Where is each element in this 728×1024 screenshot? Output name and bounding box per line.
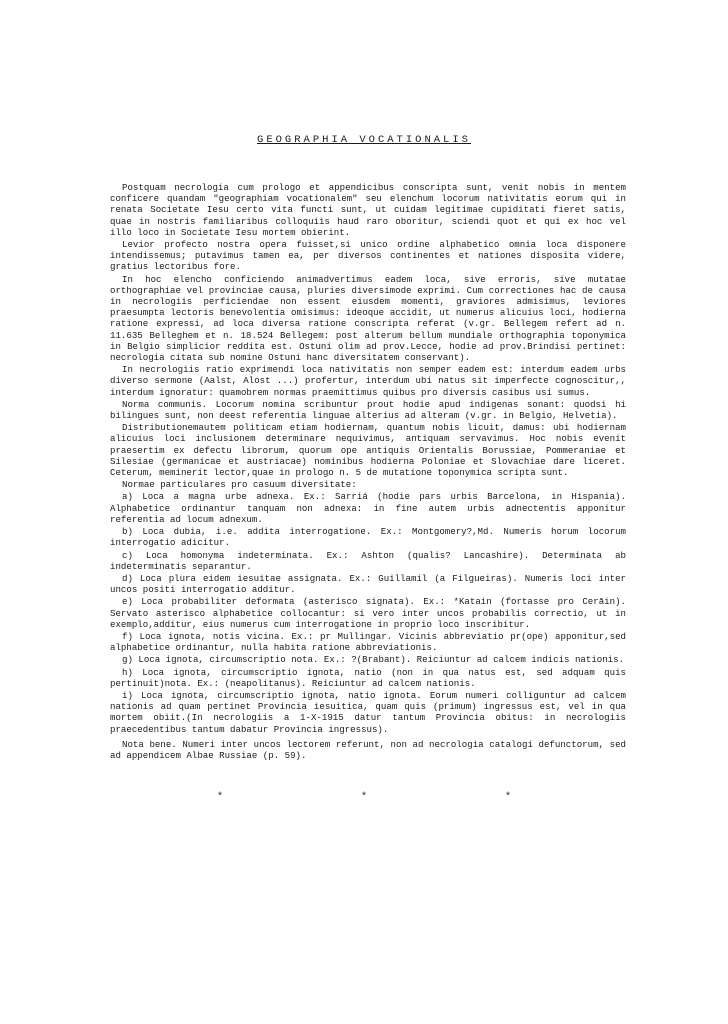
norma-h: h) Loca ignota, circumscriptio ignota, natio (non in qua natus est, sed adquam quis pertinuit)nota. Ex.: (neapolitanus). Reiciuntur ad calcem nationis. xyxy=(110,666,626,689)
paragraph-corrections: In hoc elencho conficiendo animadvertimus eadem loca, sive erroris, sive mutatae orthographiae vel provinciae causa, pluries diversimode exprimi. Cum correctiones hac de causa in necrologiis perficiendae non essent eiusdem momenti, graviores admisimus, leviores praesumpta lectoris benevolentia omisimus: ideoque accidit, ut numerus alicuius loci, hodierna ratione expressi, ad loca diversa ratione conscripta referat (v.gr. Bellegem refert ad n. 11.635 Belleghem et n. 18.524 Bellegem: post alterum bellum mundiale orthographia toponymica in Belgio simplicior reddita est. Ostuni olim ad prov.Lecce, hodie ad prov.Brindisi pertinet: necrologia citata sub nomine Ostuni hanc diversitatem conservant). xyxy=(110,273,626,364)
norma-e: e) Loca probabiliter deformata (asterisco signata). Ex.: *Katain (fortasse pro Cerāin). Servato asterisco alphabetice collocantur: si vero inter uncos probabilis correctio, ut in exemplo,additur, eius numerus cum interrogatione in proprio loco inscribitur. xyxy=(110,596,626,630)
paragraph-intro: Postquam necrologia cum prologo et appendicibus conscripta sunt, venit nobis in mentem conficere quandam "geographiam vocationalem" seu elenchum locorum nativitatis eorum qui in renata Societate Iesu certo vita functi sunt, ut cuidam legitimae cupiditati fieret satis, quae in nostris familiaribus colloquiis haud raro oboritur, sciendi quot et qui ex hoc vel illo loco in Societate Iesu mortem obierint. xyxy=(110,182,626,238)
norma-a: a) Loca a magna urbe adnexa. Ex.: Sarriá (hodie pars urbis Barcelona, in Hispania). Alphabetice ordinantur tanquam non adnexa: in fine autem urbis adnectentis apponitur referentia ad locum adnexum. xyxy=(110,491,626,525)
paragraph-norma-communis: Norma communis. Locorum nomina scribuntur prout hodie apud indigenas sonant: quodsi hi bilingues sunt, non deest referentia linguae alterius ad alteram (v.gr. in Belgio, Helvetia). xyxy=(110,398,626,422)
paragraph-normae-particulares: Normae particulares pro casuum diversitate: xyxy=(122,479,357,491)
norma-i: i) Loca ignota, circumscriptio ignota, natio ignota. Eorum numeri colliguntur ad calcem nationis ad quam pertinet Provincia iesuitica, quam quis (primum) ingressus est, vel in qua mortem obiit.(In necrologiis a 1-X-1915 datur tantum Provincia obitus: in necrologiis praecedentibus tantum dabatur Provincia ingressus). xyxy=(110,689,626,735)
norma-d: d) Loca plura eidem iesuitae assignata. Ex.: Guillamil (a Filgueiras). Numeris loci inter uncos positi interrogatio additur. xyxy=(110,572,626,596)
paragraph-ordering: Levior profecto nostra opera fuisset,si unico ordine alphabetico omnia loca disponere intendissemus; putavimus tamen ea, per diversos continentes et nationes disposita videre, gratius lectoribus fore. xyxy=(110,239,626,273)
norma-c: c) Loca homonyma indeterminata. Ex.: Ashton (qualis? Lancashire). Determinata ab indeterminatis separantur. xyxy=(110,549,626,572)
norma-g: g) Loca ignota, circumscriptio nota. Ex.: ?(Brabant). Reiciuntur ad calcem indicis nationis. xyxy=(122,654,625,666)
paragraph-nota-bene: Nota bene. Numeri inter uncos lectorem referunt, non ad necrologia catalogi defunctorum, sed ad appendicem Albae Russiae (p. 59). xyxy=(110,738,626,761)
footer-stars: * * * xyxy=(216,792,577,803)
paragraph-distributio: Distributionemautem politicam etiam hodiernam, quantum nobis licuit, damus: ubi hodiernam alicuius loci inclusionem determinare nequivimus, antiquam servavimus. Hoc nobis evenit praesertim ex defectu librorum, quorum ope antiquis Orientalis Borussiae, Pommeraniae et Silesiae (germanicae et austriacae) nominibus hodierna Poloniae et Slovachiae dare liceret. Ceterum, meminerit lector,quae in prologo n. 5 de mutatione toponymica scripta sunt. xyxy=(110,422,626,479)
page-title: GEOGRAPHIA VOCATIONALIS xyxy=(257,134,471,146)
document-body xyxy=(110,182,626,762)
norma-f: f) Loca ignota, notis vicina. Ex.: pr Mullingar. Vicinis abbreviatio pr(ope) apponitur,sed alphabetice ordinantur, nulla habita ratione abbreviationis. xyxy=(110,630,626,654)
norma-b: b) Loca dubia, i.e. addita interrogatione. Ex.: Montgomery?,Md. Numeris horum locorum interrogatio adicitur. xyxy=(110,526,626,549)
paragraph-ratio: In necrologiis ratio exprimendi loca nativitatis non semper eadem est: interdum eadem urbs diverso sermone (Aalst, Alost ...) profertur, interdum ubi natus sit imperfecte cognoscitur,, interdum ignoratur: quamobrem normas praemittimus quibus pro diversis casibus usi sumus. xyxy=(110,364,626,398)
